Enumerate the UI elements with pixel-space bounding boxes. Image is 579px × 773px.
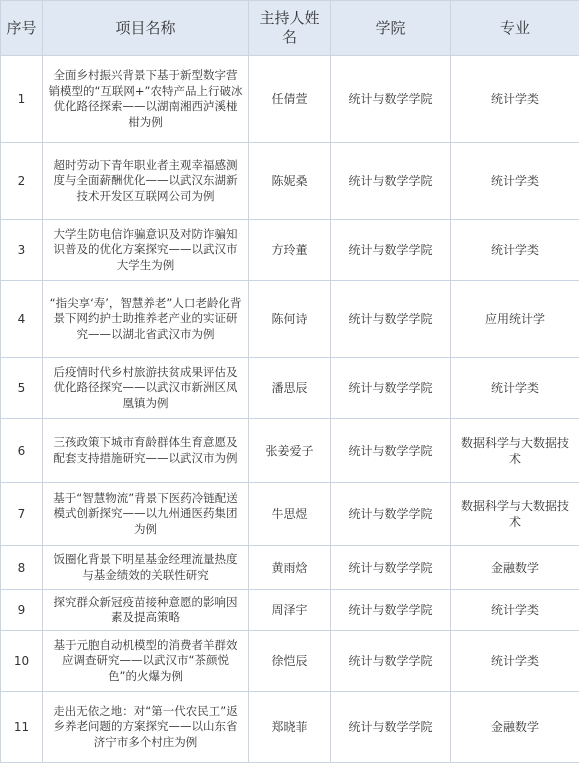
table-row — [1, 56, 579, 143]
table-row — [1, 692, 579, 763]
cell-major: 统计学类 — [451, 143, 579, 220]
cell-index: 11 — [1, 692, 43, 763]
cell-college: 统计与数学学院 — [331, 358, 451, 419]
cell-major: 应用统计学 — [451, 281, 579, 358]
cell-host: 黄雨焓 — [249, 546, 331, 590]
cell-host: 徐恺辰 — [249, 631, 331, 692]
cell-host: 牛思煜 — [249, 483, 331, 546]
cell-college: 统计与数学学院 — [331, 220, 451, 281]
cell-project-name: 基于元胞自动机模型的消费者羊群效应调查研究——以武汉市“茶颜悦色”的火爆为例 — [43, 631, 249, 692]
cell-host: 潘思辰 — [249, 358, 331, 419]
cell-major: 统计学类 — [451, 590, 579, 631]
table-row — [1, 358, 579, 419]
cell-index: 6 — [1, 419, 43, 483]
cell-major: 统计学类 — [451, 56, 579, 143]
table-header — [1, 1, 579, 56]
cell-host: 张姜爱子 — [249, 419, 331, 483]
table-body — [1, 56, 579, 763]
cell-index: 7 — [1, 483, 43, 546]
cell-index: 3 — [1, 220, 43, 281]
cell-host: 方玲董 — [249, 220, 331, 281]
header-host-name: 主持人姓名 — [249, 1, 331, 56]
cell-project-name: 探究群众新冠疫苗接种意愿的影响因素及提高策略 — [43, 590, 249, 631]
cell-college: 统计与数学学院 — [331, 590, 451, 631]
table-row — [1, 590, 579, 631]
cell-project-name: 全面乡村振兴背景下基于新型数字营销模型的“互联网+”农特产品上行破冰优化路径探索——以湖南湘西泸溪椪柑为例 — [43, 56, 249, 143]
cell-college: 统计与数学学院 — [331, 692, 451, 763]
cell-college: 统计与数学学院 — [331, 281, 451, 358]
table-row — [1, 419, 579, 483]
cell-major: 数据科学与大数据技术 — [451, 419, 579, 483]
header-row — [1, 1, 579, 56]
cell-project-name: “指尖享‘寿’，智慧养老”人口老龄化背景下网约护士助推养老产业的实证研究——以湖北省武汉市为例 — [43, 281, 249, 358]
cell-project-name: 超时劳动下青年职业者主观幸福感测度与全面薪酬优化——以武汉东湖新技术开发区互联网公司为例 — [43, 143, 249, 220]
cell-college: 统计与数学学院 — [331, 143, 451, 220]
table-row — [1, 281, 579, 358]
cell-project-name: 大学生防电信诈骗意识及对防诈骗知识普及的优化方案探究——以武汉市大学生为例 — [43, 220, 249, 281]
cell-host: 陈何诗 — [249, 281, 331, 358]
cell-index: 10 — [1, 631, 43, 692]
cell-college: 统计与数学学院 — [331, 56, 451, 143]
header-index: 序号 — [1, 1, 43, 56]
table-row — [1, 483, 579, 546]
table-row — [1, 143, 579, 220]
header-college: 学院 — [331, 1, 451, 56]
table-row — [1, 631, 579, 692]
cell-index: 5 — [1, 358, 43, 419]
cell-major: 统计学类 — [451, 220, 579, 281]
cell-index: 1 — [1, 56, 43, 143]
cell-project-name: 三孩政策下城市育龄群体生育意愿及配套支持措施研究——以武汉市为例 — [43, 419, 249, 483]
cell-major: 统计学类 — [451, 358, 579, 419]
cell-major: 金融数学 — [451, 692, 579, 763]
cell-college: 统计与数学学院 — [331, 631, 451, 692]
cell-index: 9 — [1, 590, 43, 631]
header-project-name: 项目名称 — [43, 1, 249, 56]
cell-college: 统计与数学学院 — [331, 419, 451, 483]
cell-project-name: 后疫情时代乡村旅游扶贫成果评估及优化路径探究——以武汉市新洲区凤凰镇为例 — [43, 358, 249, 419]
cell-college: 统计与数学学院 — [331, 546, 451, 590]
cell-major: 金融数学 — [451, 546, 579, 590]
cell-host: 任倩萱 — [249, 56, 331, 143]
cell-host: 周泽宇 — [249, 590, 331, 631]
cell-college: 统计与数学学院 — [331, 483, 451, 546]
cell-index: 4 — [1, 281, 43, 358]
cell-host: 陈妮桑 — [249, 143, 331, 220]
cell-index: 2 — [1, 143, 43, 220]
cell-project-name: 饭圈化背景下明星基金经理流量热度与基金绩效的关联性研究 — [43, 546, 249, 590]
header-major: 专业 — [451, 1, 579, 56]
cell-project-name: 走出无依之地：对“第一代农民工”返乡养老问题的方案探究——以山东省济宁市多个村庄为例 — [43, 692, 249, 763]
cell-major: 统计学类 — [451, 631, 579, 692]
table-row — [1, 220, 579, 281]
table-row — [1, 546, 579, 590]
cell-index: 8 — [1, 546, 43, 590]
cell-host: 郑晓菲 — [249, 692, 331, 763]
cell-major: 数据科学与大数据技术 — [451, 483, 579, 546]
cell-project-name: 基于“智慧物流”背景下医药冷链配送模式创新探究——以九州通医药集团为例 — [43, 483, 249, 546]
